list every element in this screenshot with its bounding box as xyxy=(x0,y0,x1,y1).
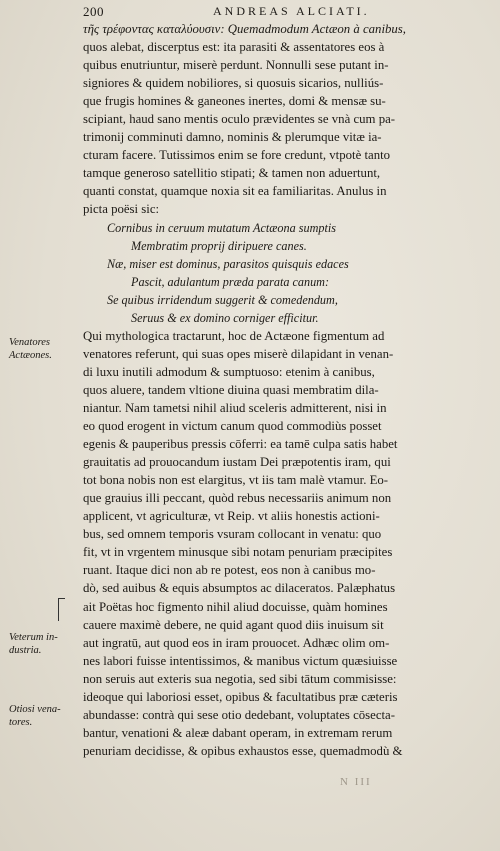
text-line: τῆς τρέφοντας καταλύουσιν: Quemadmodum Actæon à canibus, xyxy=(83,22,406,36)
text-line: bantur, venationi & aleæ dabant operam, in extremam rerum xyxy=(83,725,393,740)
text-line: que frugis homines & ganeones inertes, domi & mensæ su- xyxy=(83,94,386,109)
verse-line: Se quibus irridendum suggerit & comedendum, xyxy=(107,292,338,307)
text-line: abundasse: contrà qui sese otio dedebant, voluptates cōsecta- xyxy=(83,707,395,722)
text-line: quos alebat, discerptus est: ita parasiti & assentatores eos à xyxy=(83,40,385,55)
text-line: signiores & quidem nobiliores, si quosuis sicarios, nulliús- xyxy=(83,76,384,91)
text-line: quanti constat, quamque noxia sit ea familiaritas. Anulus in xyxy=(83,184,387,199)
text-line: Qui mythologica tractarunt, hoc de Actæone figmentum ad xyxy=(83,328,385,343)
text-line: eo quod erogent in victum canum quod commodiùs posset xyxy=(83,419,382,434)
margin-note-line: Otiosi vena- xyxy=(9,704,61,715)
text-line: ruant. Itaque dici non ab re potest, eos non à canibus mo- xyxy=(83,563,376,578)
text-line: que grauius illi peccant, quòd rebus necessariis animum non xyxy=(83,491,392,506)
text-line: tot bona nobis non est elargitus, vt iis tam malè vtamur. Eo- xyxy=(83,473,389,488)
text-line: scipiant, haud sano mentis oculo prævidentes se vnà cum pa- xyxy=(83,112,396,127)
margin-note-line: Veterum in- xyxy=(9,632,58,643)
margin-note-line: dustria. xyxy=(9,645,42,656)
main-text xyxy=(83,20,485,760)
verse-line: Næ, miser est dominus, parasitos quisquis edaces xyxy=(107,256,349,271)
text-line: quibus enutriuntur, miserè perdunt. Nonnulli sese putant in- xyxy=(83,58,389,73)
text-line: venatores referunt, qui suas opes miserè dilapidant in venan- xyxy=(83,346,394,361)
text-line: bus, sed omnem temporis vsuram collocant in venatu: quo xyxy=(83,527,382,542)
text-line: non seruis aut exteris sua negotia, sed sibi tātum commisisse: xyxy=(83,671,397,686)
text-line: fit, vt in vrgentem minusque sibi notam penuriam præcipites xyxy=(83,545,393,560)
running-title: ANDREAS ALCIATI. xyxy=(213,4,370,18)
verse-line: Membratim proprij diripuere canes. xyxy=(131,238,307,253)
text-line: tamque generoso satellitio stipati; & tamen non aduertunt, xyxy=(83,166,381,181)
verse-line: Seruus & ex domino corniger efficitur. xyxy=(131,310,319,325)
bleed-through-text: N III xyxy=(340,776,372,788)
margin-note-venatores xyxy=(9,336,77,362)
text-line: grauitatis ad prouocandum iustam Dei præpotentis iram, qui xyxy=(83,455,391,470)
text-line: trimonij comminuti damno, nominis & plerumque vitæ ia- xyxy=(83,130,382,145)
text-line: di luxu inutili admodum & sumptuoso: etenim à canibus, xyxy=(83,364,375,379)
page-number: 200 xyxy=(83,4,104,19)
text-line: penuriam decidisse, & opibus exhaustos esse, quemadmodù & xyxy=(83,743,403,758)
verse-line: Pascit, adulantum præda parata canum: xyxy=(131,274,330,289)
text-line: niantur. Nam tametsi nihil aliud sceleris admitterent, nisi in xyxy=(83,400,387,415)
text-line: applicent, vt agriculturæ, vt Reip. vt aliis honestis actioni- xyxy=(83,509,380,524)
margin-note-line: tores. xyxy=(9,717,33,728)
text-line: quos aluere, tandem vltione diuina quasi membratim dila- xyxy=(83,382,379,397)
margin-note-otiosi xyxy=(9,703,77,729)
verse-line: Cornibus in ceruum mutatum Actæona sumptis xyxy=(107,220,336,235)
page-header xyxy=(83,4,483,20)
margin-note-line: Venatores xyxy=(9,337,51,348)
margin-note-veterum xyxy=(9,631,77,657)
text-line: nes labori fuisse intentissimos, & manibus victum quæsiuisse xyxy=(83,653,398,668)
text-line: dò, sed auibus & equis absumptos ac dilaceratos. Palæphatus xyxy=(83,581,396,596)
text-line: cturam facere. Tutissimos enim se fore credunt, vtpotè tanto xyxy=(83,148,391,163)
margin-bracket-mark xyxy=(58,598,65,621)
text-line: picta poësi sic: xyxy=(83,202,160,217)
text-line: cauere maximè debere, ne quid agant quod diis inuisum sit xyxy=(83,617,384,632)
margin-note-line: Actæones. xyxy=(9,350,52,361)
text-line: ait Poëtas hoc figmento nihil aliud docuisse, quàm homines xyxy=(83,599,388,614)
text-line: egenis & pauperibus pressis cōferri: ea tamē culpa satis habet xyxy=(83,437,398,452)
text-line: ideoque qui laboriosi esset, opibus & facultatibus præ cæteris xyxy=(83,689,398,704)
text-line: aut ingratū, aut quod eos in iram prouocet. Adhæc olim om- xyxy=(83,635,390,650)
